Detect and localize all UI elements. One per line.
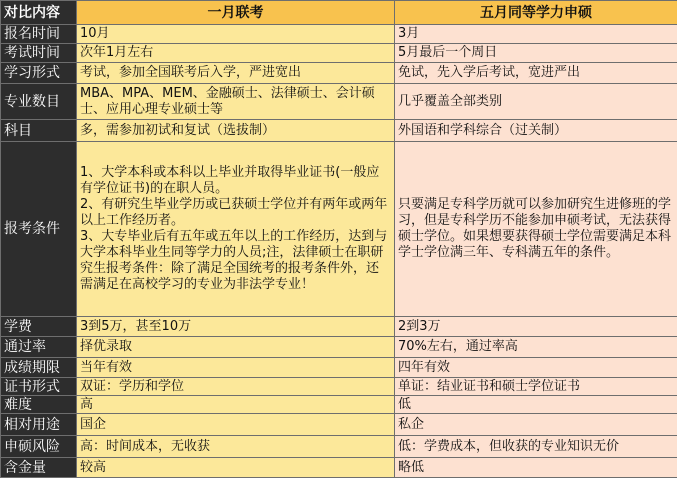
table-row	[1, 436, 677, 458]
table-row	[1, 44, 677, 63]
table-row	[1, 142, 677, 317]
table-row	[1, 378, 677, 396]
row-label: 报名时间	[1, 25, 77, 44]
table-row	[1, 358, 677, 378]
table-row	[1, 317, 677, 337]
row-col1: 3到5万，甚至10万	[77, 317, 395, 337]
row-label: 报考条件	[1, 142, 77, 317]
row-col1: 多，需参加初试和复试（选拔制）	[77, 120, 395, 142]
row-col1: 次年1月左右	[77, 44, 395, 63]
table-row	[1, 63, 677, 84]
row-col2: 私企	[395, 414, 677, 436]
row-col1: 1、大学本科或本科以上毕业并取得毕业证书(一般应有学位证书)的在职人员。 2、有研究生毕业学历或已获硕士学位并有两年或两年以上工作经历者。 3、大专毕业后有五年或五年以上的工作经历，达到与大学本科毕业生同等学力的人员;注，法律硕士在职研究生报考条件：除了满足全国统考的报考条件外，还需满足在高校学习的专业为非法学专业！	[77, 142, 395, 317]
table-row	[1, 84, 677, 120]
row-col2: 低：学费成本，但收获的专业知识无价	[395, 436, 677, 458]
row-col2: 单证：结业证书和硕士学位证书	[395, 378, 677, 396]
row-label: 考试时间	[1, 44, 77, 63]
row-label: 相对用途	[1, 414, 77, 436]
row-col2: 70%左右，通过率高	[395, 337, 677, 358]
row-label: 学费	[1, 317, 77, 337]
row-col1: 当年有效	[77, 358, 395, 378]
row-label: 学习形式	[1, 63, 77, 84]
row-label: 含金量	[1, 458, 77, 478]
row-col1: 考试，参加全国联考后入学，严进宽出	[77, 63, 395, 84]
row-col2: 四年有效	[395, 358, 677, 378]
table-row	[1, 458, 677, 478]
row-col2: 3月	[395, 25, 677, 44]
row-col2: 外国语和学科综合（过关制）	[395, 120, 677, 142]
row-col1: 双证：学历和学位	[77, 378, 395, 396]
row-col2: 5月最后一个周日	[395, 44, 677, 63]
row-col1: 高	[77, 396, 395, 414]
row-col1: 高：时间成本，无收获	[77, 436, 395, 458]
row-label: 证书形式	[1, 378, 77, 396]
row-col2: 2到3万	[395, 317, 677, 337]
row-col2: 低	[395, 396, 677, 414]
row-col1: 择优录取	[77, 337, 395, 358]
row-col2: 免试，先入学后考试，宽进严出	[395, 63, 677, 84]
row-label: 科目	[1, 120, 77, 142]
row-col1: MBA、MPA、MEM、金融硕士、法律硕士、会计硕士、应用心理专业硕士等	[77, 84, 395, 120]
row-col2: 几乎覆盖全部类别	[395, 84, 677, 120]
table-row	[1, 120, 677, 142]
row-col1: 国企	[77, 414, 395, 436]
table-row	[1, 396, 677, 414]
row-col1: 10月	[77, 25, 395, 44]
table-row	[1, 414, 677, 436]
row-label: 申硕风险	[1, 436, 77, 458]
row-label: 通过率	[1, 337, 77, 358]
table-row	[1, 337, 677, 358]
table-row	[1, 25, 677, 44]
row-label: 专业数目	[1, 84, 77, 120]
row-col2: 略低	[395, 458, 677, 478]
header-col2: 五月同等学力申硕	[395, 1, 677, 25]
row-col1: 较高	[77, 458, 395, 478]
row-label: 难度	[1, 396, 77, 414]
row-col2: 只要满足专科学历就可以参加研究生进修班的学习，但是专科学历不能参加申硕考试，无法获得硕士学位。如果想要获得硕士学位需要满足本科学士学位满三年、专科满五年的条件。	[395, 142, 677, 317]
table-header-row	[1, 1, 677, 25]
row-label: 成绩期限	[1, 358, 77, 378]
header-label: 对比内容	[1, 1, 77, 25]
header-col1: 一月联考	[77, 1, 395, 25]
